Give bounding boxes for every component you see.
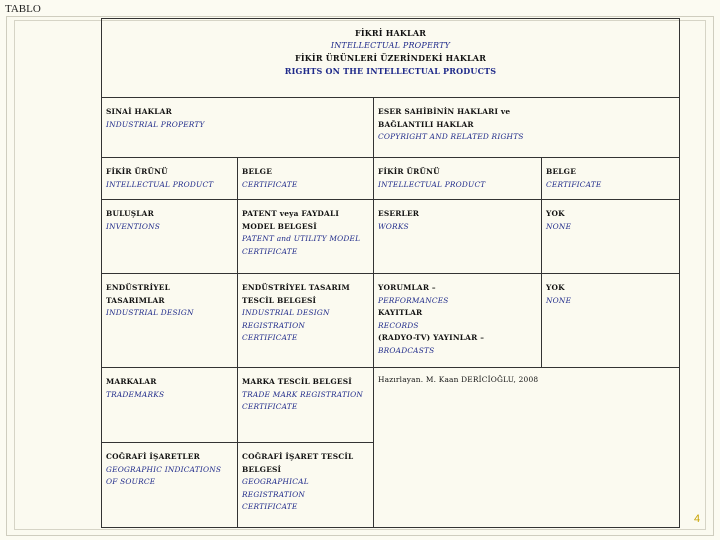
cell-en: PATENT and UTILITY MODEL bbox=[242, 234, 361, 243]
cell-en: INVENTIONS bbox=[106, 221, 161, 231]
table-cell bbox=[102, 274, 238, 368]
cell-en: TRADE MARK REGISTRATION bbox=[242, 389, 364, 399]
section-copyright bbox=[374, 98, 680, 158]
table-row bbox=[102, 19, 680, 98]
cell-tr: MARKALAR bbox=[106, 377, 157, 386]
col-header-cell bbox=[542, 158, 680, 200]
cell-tr: PATENT veya FAYDALI bbox=[242, 209, 340, 218]
section-tr: SINAİ HAKLAR bbox=[106, 107, 172, 116]
cell-tr: TESCİL BELGESİ bbox=[242, 295, 317, 305]
table-row bbox=[102, 98, 680, 158]
col-header-en: CERTIFICATE bbox=[546, 179, 602, 189]
cell-en: CERTIFICATE bbox=[242, 502, 298, 511]
cell-tr: BULUŞLAR bbox=[106, 209, 154, 218]
cell-tr: COĞRAFİ İŞARET TESCİL bbox=[242, 452, 354, 461]
cell-en: GEOGRAPHIC INDICATIONS bbox=[106, 464, 222, 474]
section-en: COPYRIGHT AND RELATED RIGHTS bbox=[378, 132, 524, 141]
col-header-en: CERTIFICATE bbox=[242, 179, 298, 189]
table-row bbox=[102, 158, 680, 200]
cell-tr: KAYITLAR bbox=[378, 308, 423, 317]
col-header-cell bbox=[102, 158, 238, 200]
table-cell bbox=[542, 274, 680, 368]
col-header-cell bbox=[374, 158, 542, 200]
cell-tr: YOK bbox=[546, 209, 565, 218]
cell-en: RECORDS bbox=[378, 320, 419, 330]
table-cell bbox=[542, 200, 680, 274]
cell-en: CERTIFICATE bbox=[242, 246, 298, 256]
table-cell bbox=[238, 368, 374, 443]
cell-en: GEOGRAPHICAL bbox=[242, 477, 309, 486]
cell-en: INDUSTRIAL DESIGN bbox=[106, 308, 194, 317]
table-row bbox=[102, 368, 680, 443]
section-en: INDUSTRIAL PROPERTY bbox=[106, 119, 205, 129]
col-header-tr: FİKİR ÜRÜNÜ bbox=[378, 167, 440, 176]
cell-en: OF SOURCE bbox=[106, 477, 156, 486]
author-cell bbox=[374, 368, 680, 528]
section-industrial-property bbox=[102, 98, 374, 158]
col-header-en: INTELLECTUAL PRODUCT bbox=[378, 179, 486, 189]
section-tr: BAĞLANTILI HAKLAR bbox=[378, 119, 474, 129]
title-tr: FİKRİ HAKLAR bbox=[354, 28, 427, 38]
table-cell bbox=[374, 274, 542, 368]
tablo-label: TABLO bbox=[5, 3, 41, 15]
col-header-tr: BELGE bbox=[546, 167, 577, 176]
cell-en: INDUSTRIAL DESIGN bbox=[242, 308, 330, 317]
subtitle-en: RIGHTS ON THE INTELLECTUAL PRODUCTS bbox=[284, 65, 497, 76]
cell-tr: MARKA TESCİL BELGESİ bbox=[242, 377, 352, 386]
cell-en: REGISTRATION bbox=[242, 489, 306, 499]
cell-en: CERTIFICATE bbox=[242, 333, 298, 342]
cell-tr: ENDÜSTRİYEL bbox=[106, 283, 170, 292]
cell-tr: COĞRAFİ İŞARETLER bbox=[106, 452, 200, 461]
cell-tr: MODEL BELGESİ bbox=[242, 221, 317, 231]
col-header-tr: BELGE bbox=[242, 167, 273, 176]
table-cell bbox=[238, 274, 374, 368]
cell-en: PERFORMANCES bbox=[378, 295, 449, 305]
table-cell bbox=[238, 200, 374, 274]
cell-en: CERTIFICATE bbox=[242, 402, 298, 411]
title-en: INTELLECTUAL PROPERTY bbox=[330, 40, 451, 50]
col-header-cell bbox=[238, 158, 374, 200]
table-row bbox=[102, 274, 680, 368]
cell-en: NONE bbox=[546, 221, 572, 231]
table-cell bbox=[102, 368, 238, 443]
cell-tr: TASARIMLAR bbox=[106, 295, 165, 305]
table-cell bbox=[374, 200, 542, 274]
table-title-cell bbox=[102, 19, 680, 98]
author-credit: Hazırlayan. M. Kaan DERİCİOĞLU, 2008 bbox=[378, 375, 539, 384]
cell-en: NONE bbox=[546, 295, 572, 305]
cell-tr: YORUMLAR – bbox=[378, 283, 436, 292]
table-cell bbox=[102, 443, 238, 528]
cell-en: WORKS bbox=[378, 221, 409, 231]
cell-en: BROADCASTS bbox=[378, 345, 435, 355]
cell-tr: BELGESİ bbox=[242, 464, 282, 474]
cell-tr: ESERLER bbox=[378, 209, 420, 218]
page-number: 4 bbox=[694, 513, 701, 525]
section-tr: ESER SAHİBİNİN HAKLARI ve bbox=[378, 107, 511, 116]
cell-en: TRADEMARKS bbox=[106, 389, 165, 399]
col-header-en: INTELLECTUAL PRODUCT bbox=[106, 179, 214, 189]
intellectual-property-table bbox=[101, 18, 680, 528]
cell-tr: ENDÜSTRİYEL TASARIM bbox=[242, 283, 350, 292]
subtitle-tr: FİKİR ÜRÜNLERİ ÜZERİNDEKİ HAKLAR bbox=[294, 53, 487, 63]
table-cell bbox=[102, 200, 238, 274]
cell-en: REGISTRATION bbox=[242, 320, 306, 330]
cell-tr: (RADYO-TV) YAYINLAR – bbox=[378, 333, 485, 342]
table-row bbox=[102, 200, 680, 274]
cell-tr: YOK bbox=[546, 283, 565, 292]
table-cell bbox=[238, 443, 374, 528]
col-header-tr: FİKİR ÜRÜNÜ bbox=[106, 167, 168, 176]
